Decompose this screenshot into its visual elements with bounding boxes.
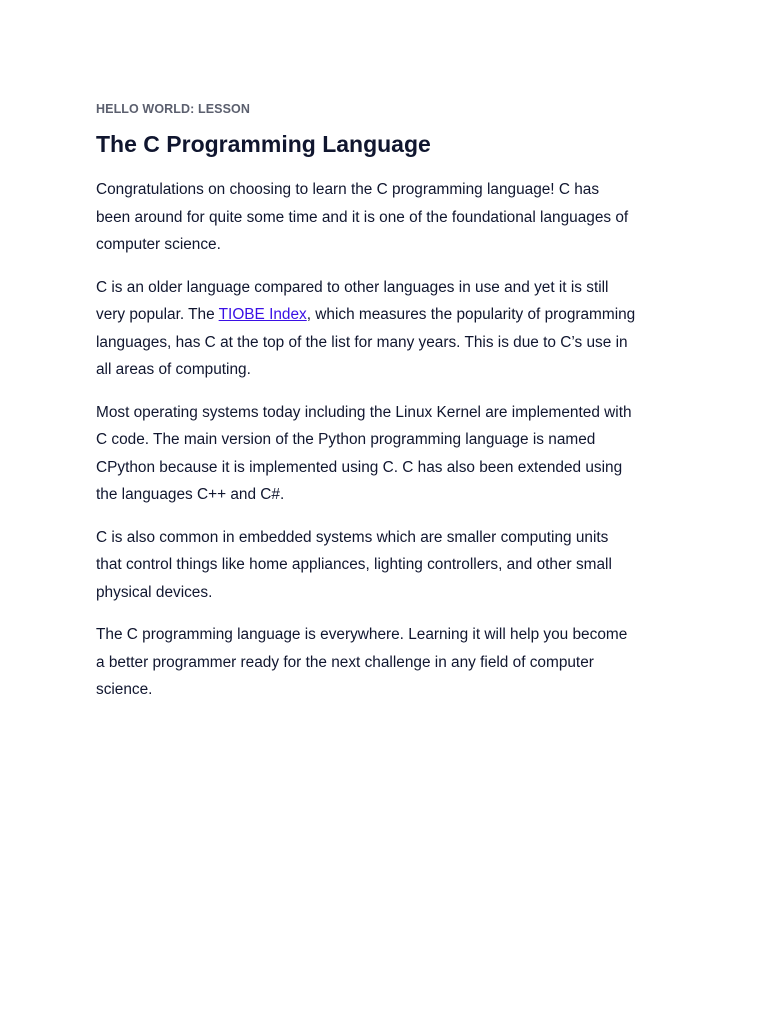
paragraph-intro: Congratulations on choosing to learn the C programming language! C has been around for quite some time and it is one of the foundational languages of computer science. [96,181,629,253]
paragraph-operating-systems: Most operating systems today including the Linux Kernel are implemented with C code. The main version of the Python programming language is named CPython because it is implemented using C. C has also been extended using the languages C++ and C#. [96,403,632,503]
paragraph-popularity-text-before: C is an older language compared to other languages in use and yet it is still very popular. The [96,278,609,323]
paragraph-embedded-systems: C is also common in embedded systems which are smaller computing units that control things like home appliances, lighting controllers, and other small physical devices. [96,528,612,601]
page-title: The C Programming Language [96,131,431,157]
paragraph-popularity [96,274,636,384]
paragraph-popularity-text-after: , which measures the popularity of programming languages, has C at the top of the list for many years. This is due to C’s use in all areas of computing. [96,306,636,378]
paragraph-conclusion: The C programming language is everywhere. Learning it will help you become a better programmer ready for the next challenge in any field of computer science. [96,626,628,698]
lesson-body [96,176,636,719]
lesson-eyebrow: HELLO WORLD: LESSON [96,102,250,116]
tiobe-index-link[interactable]: TIOBE Index [218,306,307,323]
